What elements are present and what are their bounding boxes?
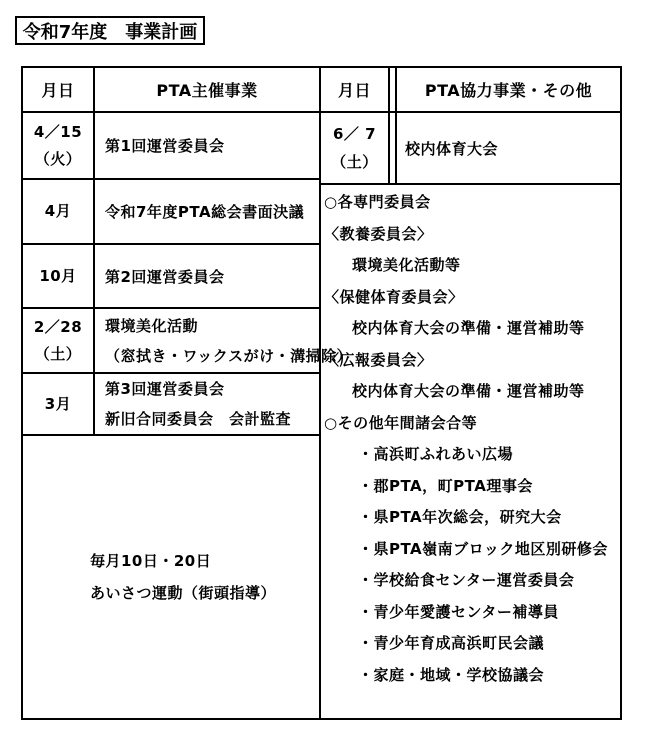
date-line: 2／28 [33,317,83,336]
title-box [15,16,205,45]
date-line: （土） [34,344,82,363]
detail-line: ○その他年間諸会合等 [324,413,478,432]
page-title: 令和7年度 事業計画 [22,21,198,43]
date-line: （土） [331,153,378,171]
detail-line: 〈保健体育委員会〉 [324,287,464,306]
cooperation-details-cell [321,185,620,718]
detail-line: ・青少年愛護センター補導員 [358,602,559,621]
date-line: 4／15 [33,122,83,141]
detail-line: ・郡PTA，町PTA理事会 [358,476,533,495]
footer-line: 毎月10日・20日 [90,552,212,570]
footer-line: あいさつ運動（街頭指導） [90,584,277,602]
right-event-header: PTA協力事業・その他 [424,81,593,100]
date-line: 6／ 7 [332,125,377,143]
greeting-campaign-cell [23,436,319,718]
detail-line: 〈広報委員会〉 [324,350,433,369]
event-cell-row4 [95,309,353,372]
detail-line: ○各専門委員会 [324,193,431,211]
schedule-table [21,66,622,720]
date-cell-row3 [23,245,93,307]
detail-line: ・高浜町ふれあい広場 [358,445,514,463]
detail-line: 校内体育大会の準備・運営補助等 [352,319,585,337]
right-event-cell: 校内体育大会 [405,139,499,158]
event-line: 新旧合同委員会 会計監査 [105,410,292,428]
date-cell-row2 [23,180,93,243]
right-date-header: 月日 [337,81,371,100]
event-cell-row1: 第1回運営委員会 [105,137,225,155]
event-cell-row2: 令和7年度PTA総会書面決議 [105,203,305,221]
right-date-cell [321,113,388,183]
left-event-header: PTA主催事業 [156,81,258,100]
date-cell-row1 [23,113,93,178]
event-cell-row5 [95,374,319,434]
date-line: 10月 [39,266,77,285]
event-line: 第3回運営委員会 [105,380,225,398]
detail-line: ・青少年育成高浜町民会議 [358,634,545,652]
event-cell-row3: 第2回運営委員会 [105,267,225,286]
date-cell-row4 [23,309,93,372]
left-date-header: 月日 [41,81,75,100]
detail-line: ・学校給食センター運営委員会 [358,571,575,589]
date-line: 4月 [44,202,72,220]
date-line: （火） [34,149,82,168]
detail-line: ・県PTA年次総会，研究大会 [358,508,562,526]
detail-line: ・家庭・地域・学校協議会 [358,665,545,684]
detail-line: ・県PTA嶺南ブロック地区別研修会 [358,539,608,558]
date-cell-row5 [23,374,93,434]
event-line: （窓拭き・ワックスがけ・溝掃除） [105,346,353,365]
grid-line-right-date-divider-outer [388,68,390,183]
detail-line: 環境美化活動等 [352,256,461,274]
detail-line: 校内体育大会の準備・運営補助等 [352,382,585,400]
detail-line: 〈教養委員会〉 [324,224,433,243]
event-line: 環境美化活動 [105,316,199,335]
date-line: 3月 [44,394,72,413]
